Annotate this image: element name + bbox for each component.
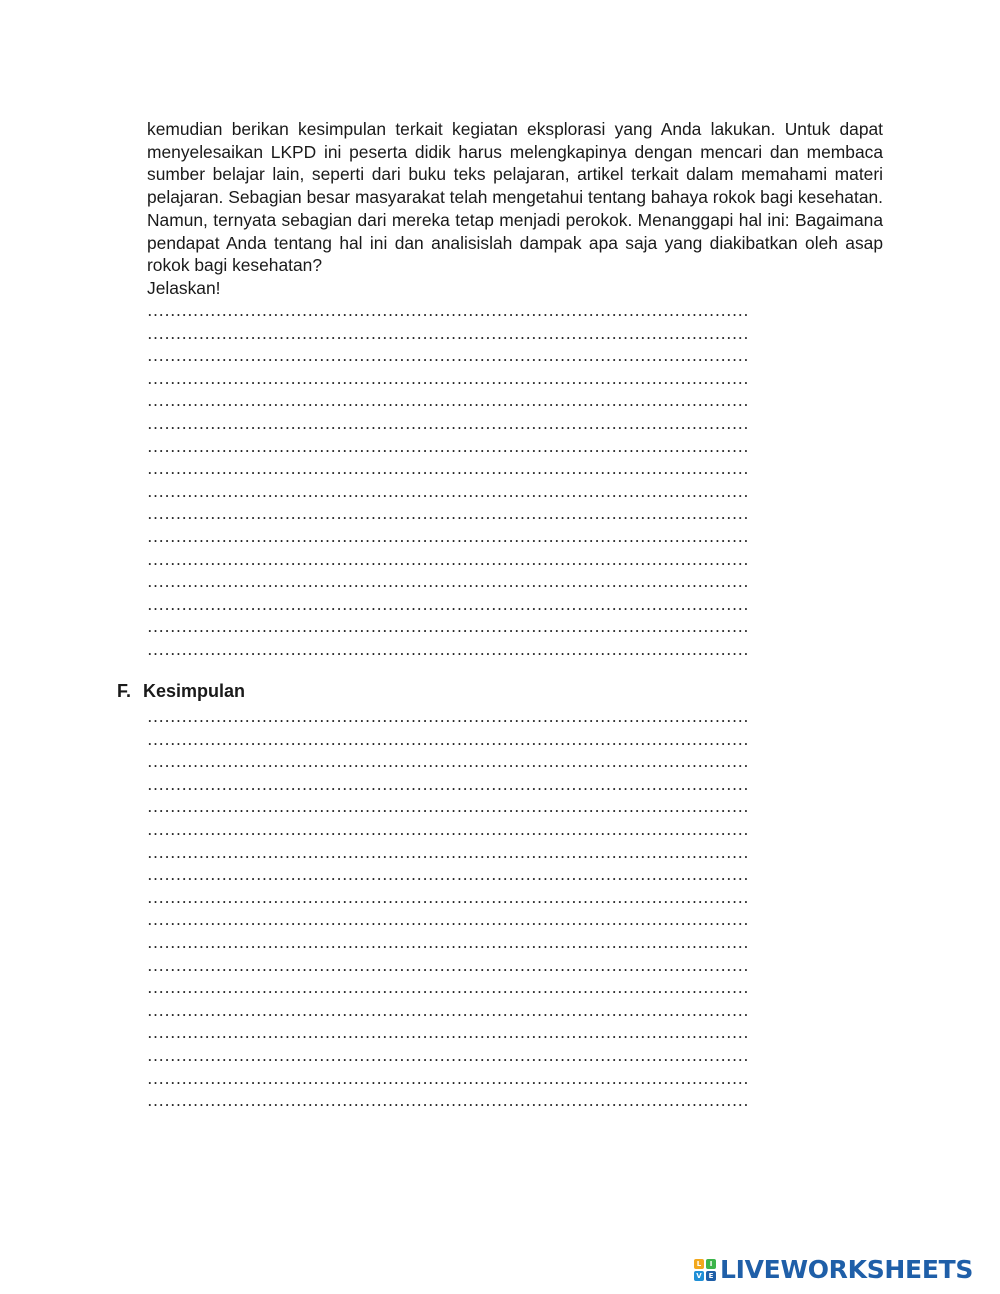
answer-line[interactable]: …………………………………………………………………………………………… [147,436,749,456]
answer-line[interactable]: …………………………………………………………………………………………… [147,865,749,885]
liveworksheets-logo-icon [694,1259,716,1281]
section-title: Kesimpulan [143,681,246,701]
section-letter: F. [117,681,132,701]
answer-line[interactable]: …………………………………………………………………………………………… [147,301,749,320]
answer-line[interactable]: …………………………………………………………………………………………… [147,887,749,907]
answer-line[interactable]: …………………………………………………………………………………………… [147,639,749,659]
answer-line[interactable]: …………………………………………………………………………………………… [147,819,749,839]
answer-line[interactable]: …………………………………………………………………………………………… [147,323,749,343]
logo-tile: I [706,1259,716,1269]
answer-line[interactable]: …………………………………………………………………………………………… [147,391,749,411]
answer-line[interactable]: …………………………………………………………………………………………… [147,1091,749,1111]
intro-closing: Jelaskan! [147,277,221,298]
logo-tile: E [706,1271,716,1281]
answer-line[interactable]: …………………………………………………………………………………………… [147,504,749,524]
answer-line[interactable]: …………………………………………………………………………………………… [147,932,749,952]
answer-line[interactable]: …………………………………………………………………………………………… [147,413,749,433]
answer-line[interactable]: …………………………………………………………………………………………… [147,346,749,366]
answer-line[interactable]: …………………………………………………………………………………………… [147,1023,749,1043]
logo-tile: V [694,1271,704,1281]
answer-line[interactable]: …………………………………………………………………………………………… [147,707,749,726]
answer-line[interactable]: …………………………………………………………………………………………… [147,368,749,388]
answer-area-kesimpulan[interactable] [147,706,827,1113]
liveworksheets-brand[interactable] [694,1255,973,1284]
answer-line[interactable]: …………………………………………………………………………………………… [147,572,749,592]
answer-line[interactable]: …………………………………………………………………………………………… [147,797,749,817]
answer-line[interactable]: …………………………………………………………………………………………… [147,1000,749,1020]
answer-line[interactable]: …………………………………………………………………………………………… [147,955,749,975]
answer-line[interactable]: …………………………………………………………………………………………… [147,774,749,794]
section-heading-kesimpulan [117,681,245,702]
intro-paragraph [147,118,883,300]
brand-wordmark: LIVEWORKSHEETS [720,1255,974,1284]
answer-line[interactable]: …………………………………………………………………………………………… [147,526,749,546]
answer-line[interactable]: …………………………………………………………………………………………… [147,978,749,998]
answer-line[interactable]: …………………………………………………………………………………………… [147,1045,749,1065]
logo-tile: L [694,1259,704,1269]
answer-line[interactable]: …………………………………………………………………………………………… [147,549,749,569]
answer-line[interactable]: …………………………………………………………………………………………… [147,617,749,637]
intro-text: kemudian berikan kesimpulan terkait kegiatan eksplorasi yang Anda lakukan. Untuk dapat menyelesaikan LKPD ini peserta didik harus melengkapinya dengan mencari dan membaca sumber belajar lain, seperti dari buku teks pelajaran, artikel terkait dalam memahami materi pelajaran. Sebagian besar masyarakat telah mengetahui tentang bahaya rokok bagi kesehatan. Namun, ternyata sebagian dari mereka tetap menjadi perokok. Menanggapi hal ini: Bagaimana pendapat Anda tentang hal ini dan analisislah dampak apa saja yang diakibatkan oleh asap rokok bagi kesehatan? [147,119,883,276]
answer-line[interactable]: …………………………………………………………………………………………… [147,752,749,772]
answer-line[interactable]: …………………………………………………………………………………………… [147,594,749,614]
answer-line[interactable]: …………………………………………………………………………………………… [147,910,749,930]
answer-line[interactable]: …………………………………………………………………………………………… [147,1068,749,1088]
answer-area-exploration[interactable] [147,300,827,662]
answer-line[interactable]: …………………………………………………………………………………………… [147,729,749,749]
answer-line[interactable]: …………………………………………………………………………………………… [147,459,749,479]
answer-line[interactable]: …………………………………………………………………………………………… [147,842,749,862]
answer-line[interactable]: …………………………………………………………………………………………… [147,481,749,501]
